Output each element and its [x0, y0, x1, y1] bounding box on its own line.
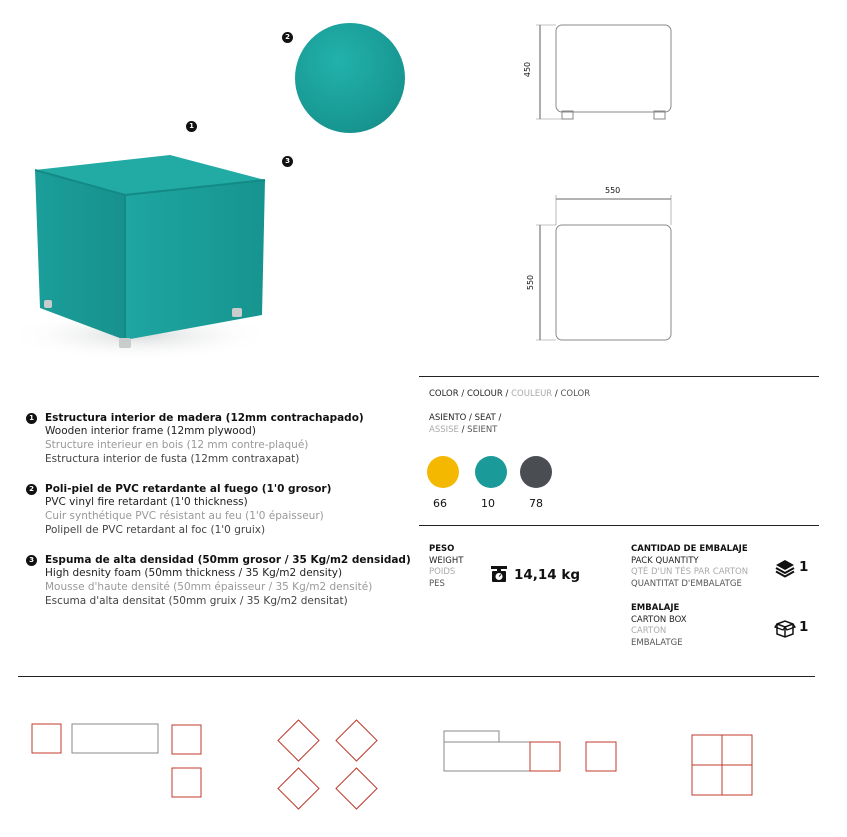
carton-labels — [631, 603, 687, 649]
scale-icon — [490, 565, 508, 587]
weight-en: WEIGHT — [429, 555, 464, 566]
layout-config-3 — [440, 728, 620, 778]
feature-3-number: 3 — [26, 555, 37, 566]
feature-2-en: PVC vinyl fire retardant (1'0 thickness) — [45, 496, 248, 508]
marker-2: 2 — [282, 32, 293, 43]
seat-heading-ca: SEIENT — [467, 424, 498, 435]
pack-labels — [631, 544, 748, 590]
layout-config-2 — [270, 712, 385, 817]
swatch-78[interactable] — [520, 456, 552, 488]
feature-1-number: 1 — [26, 413, 37, 424]
seat-heading-fr: ASSISE — [429, 424, 459, 435]
feature-1-es: Estructura interior de madera (12mm contrachapado) — [45, 412, 364, 424]
swatch-66-label: 66 — [433, 497, 447, 510]
feature-3-es: Espuma de alta densidad (50mm grosor / 35 Kg/m2 densidad) — [45, 554, 411, 566]
product-render — [0, 150, 270, 360]
pack-fr: QTÉ D'UN TÉS PAR CARTON — [631, 567, 749, 577]
color-heading-es: COLOR — [429, 389, 459, 399]
divider-top — [419, 376, 819, 377]
pack-value: 1 — [799, 559, 809, 575]
feature-2-number: 2 — [26, 484, 37, 495]
layout-config-1 — [25, 715, 210, 805]
feature-2-fr: Cuir synthétique PVC résistant au feu (1'0 épaisseur) — [45, 510, 324, 522]
pack-ca: QUANTITAT D'EMBALATGE — [631, 578, 742, 589]
side-view-drawing — [520, 20, 700, 125]
weight-value: 14,14 kg — [514, 567, 581, 583]
carton-ca: EMBALATGE — [631, 637, 683, 648]
color-heading-en: COLOUR — [466, 389, 503, 399]
swatch-78-label: 78 — [529, 497, 543, 510]
feature-3-ca: Escuma d'alta densitat (50mm gruix / 35 Kg/m2 densitat) — [45, 595, 348, 607]
width-dimension: 550 — [605, 186, 621, 195]
layout-config-4 — [688, 731, 758, 801]
carton-fr: CARTON — [631, 626, 667, 636]
divider-bottom — [18, 676, 815, 677]
feature-3-fr: Mousse d'haute densité (50mm épaisseur / 35 Kg/m2 densité) — [45, 581, 373, 593]
fabric-swatch — [295, 23, 405, 133]
weight-labels — [429, 544, 463, 590]
weight-es: PESO — [429, 544, 455, 554]
top-view-drawing — [520, 185, 700, 345]
weight-ca: PES — [429, 578, 445, 589]
pouf-illustration — [0, 150, 270, 360]
height-dimension: 450 — [523, 61, 533, 78]
carton-en: CARTON BOX — [631, 614, 687, 625]
color-heading-ca: COLOR — [560, 389, 591, 399]
seat-heading-es: ASIENTO — [429, 413, 467, 423]
carton-value: 1 — [799, 619, 809, 635]
marker-3: 3 — [282, 156, 293, 167]
feature-2-es: Poli-piel de PVC retardante al fuego (1'0 grosor) — [45, 483, 332, 495]
box-icon — [774, 618, 796, 642]
seat-heading: ASIENTO / SEAT / ASSISE / SEIENT — [429, 413, 502, 435]
color-heading-fr: COULEUR — [511, 389, 553, 399]
pack-es: CANTIDAD DE EMBALAJE — [631, 544, 748, 554]
feature-2-ca: Polipell de PVC retardant al foc (1'0 gruix) — [45, 524, 266, 536]
swatch-66[interactable] — [427, 456, 459, 488]
feature-1-ca: Estructura interior de fusta (12mm contraxapat) — [45, 453, 300, 465]
color-heading: COLOR / COLOUR / COULEUR / COLOR — [429, 389, 591, 399]
swatch-10-label: 10 — [481, 497, 495, 510]
marker-1: 1 — [186, 121, 197, 132]
feature-1-fr: Structure interieur en bois (12 mm contre-plaqué) — [45, 439, 309, 451]
divider-middle — [419, 525, 819, 526]
feature-3-en: High desnity foam (50mm thickness / 35 Kg/m2 density) — [45, 567, 343, 579]
layers-icon — [775, 558, 795, 582]
swatch-10[interactable] — [475, 456, 507, 488]
carton-es: EMBALAJE — [631, 603, 680, 613]
weight-fr: POIDS — [429, 567, 456, 577]
pack-en: PACK QUANTITY — [631, 555, 699, 566]
depth-dimension: 550 — [526, 274, 536, 291]
feature-1-en: Wooden interior frame (12mm plywood) — [45, 425, 256, 437]
seat-heading-en: SEAT — [474, 413, 496, 423]
